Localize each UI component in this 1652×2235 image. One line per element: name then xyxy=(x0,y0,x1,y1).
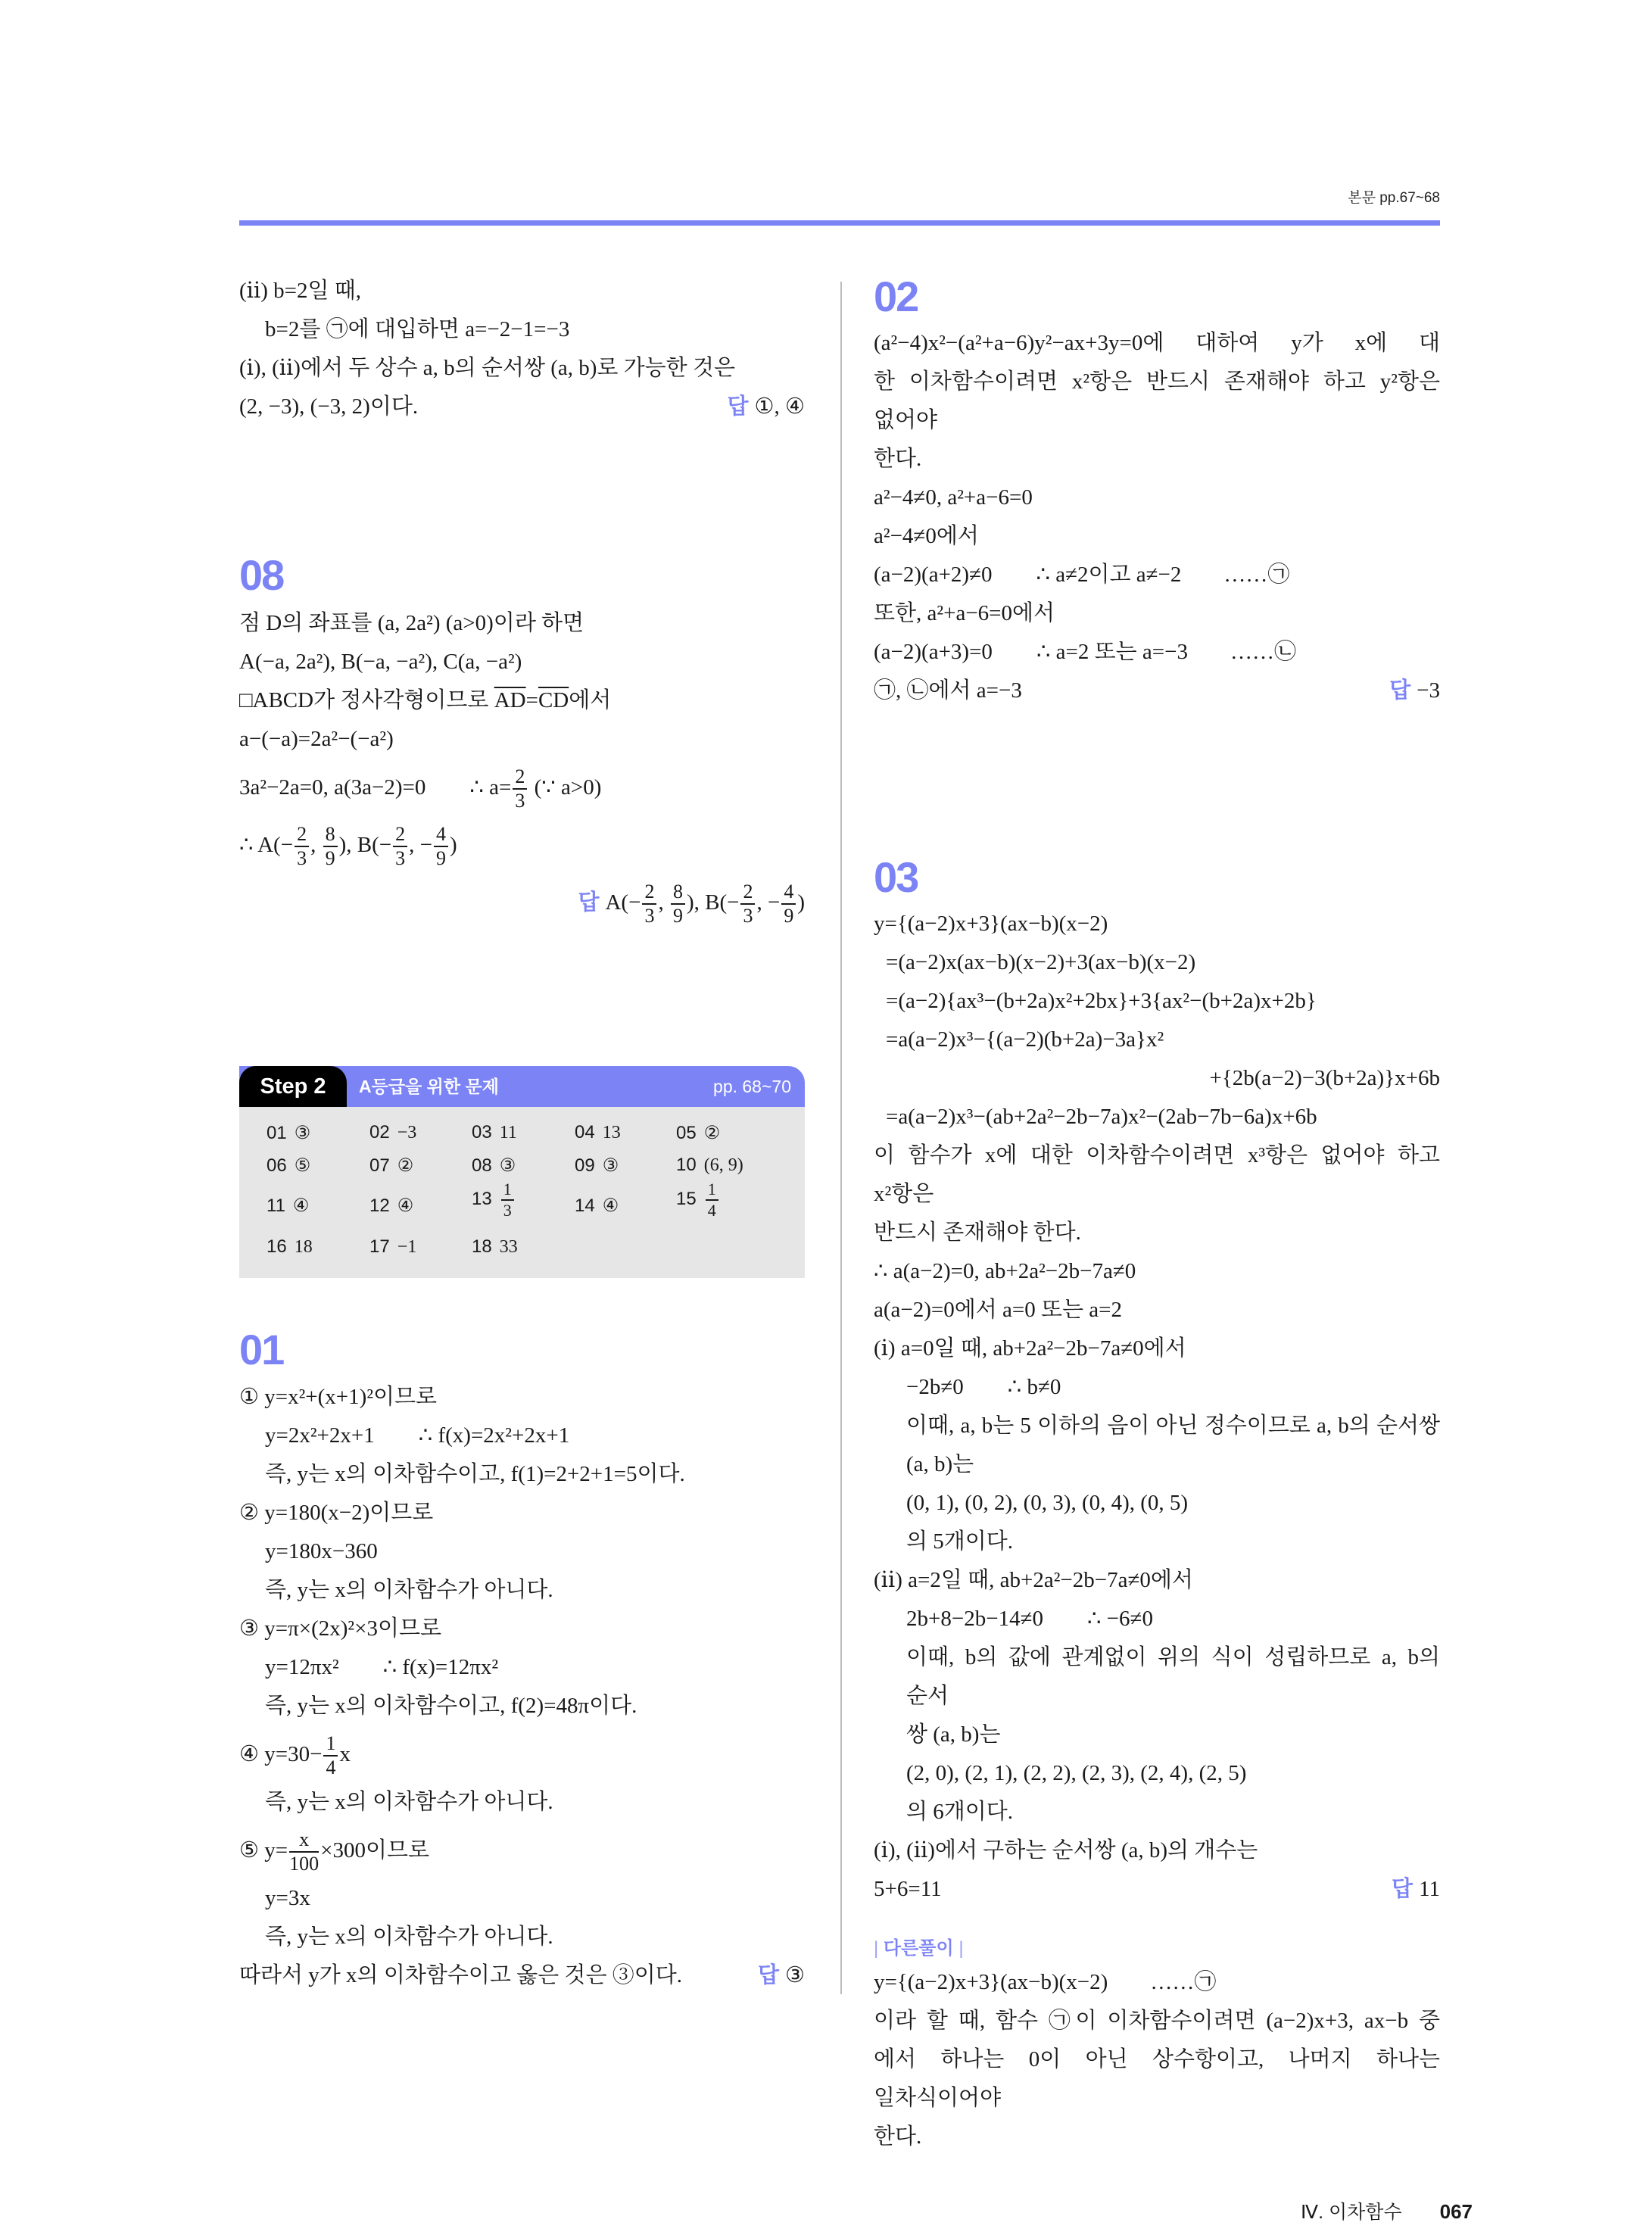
line-text: 의 6개이다. xyxy=(906,1800,1014,1824)
answer-number: 08 xyxy=(472,1155,492,1176)
answer xyxy=(1389,672,1440,710)
solution-line xyxy=(874,440,1440,478)
line-text: 에서 하나는 0이 아닌 상수항이고, 나머지 하나는 일차식이어야 xyxy=(874,2047,1440,2110)
line-text: 반드시 존재해야 한다. xyxy=(874,1220,1081,1245)
answer-cell xyxy=(369,1122,416,1143)
step2-answer-box xyxy=(239,1066,805,1278)
line-text: (0, 1), (0, 2), (0, 3), (0, 4), (0, 5) xyxy=(906,1491,1189,1515)
answer-number: 09 xyxy=(575,1155,595,1176)
line-text: 즉, y는 x의 이차함수가 아니다. xyxy=(265,1790,553,1814)
numerator: 2 xyxy=(295,824,309,847)
answer-number: 01 xyxy=(267,1123,287,1143)
answer-cell xyxy=(676,1122,720,1144)
answer-label: 답 xyxy=(727,394,749,419)
fraction xyxy=(323,824,338,868)
solution-line xyxy=(874,1059,1440,1098)
solution-line xyxy=(874,1600,1440,1638)
solution-line xyxy=(239,1494,805,1532)
solution-line xyxy=(874,2118,1440,2156)
answer-cell xyxy=(369,1195,413,1217)
math-text: A(− xyxy=(605,890,641,915)
line-text: 이때, a, b는 5 이하의 음이 아닌 정수이므로 a, b의 순서쌍 xyxy=(906,1414,1440,1438)
solution-line xyxy=(874,1368,1440,1407)
line-text: a²−4≠0, a²+a−6=0 xyxy=(874,485,1033,510)
answer-number: 02 xyxy=(369,1122,390,1142)
solution-line xyxy=(239,681,805,720)
math-text: , xyxy=(658,890,669,915)
line-text: 쌍 (a, b)는 xyxy=(906,1722,1001,1747)
answer-value: ② xyxy=(703,1124,721,1143)
solution-02 xyxy=(874,324,1440,710)
math-text: ∴ f(x)=2x²+2x+1 xyxy=(418,1423,570,1448)
numerator: 1 xyxy=(501,1181,514,1201)
line-text: 한다. xyxy=(874,2124,922,2149)
solution-line xyxy=(239,874,805,931)
answer-value: ② xyxy=(397,1156,414,1176)
prev-solution-continued xyxy=(239,272,805,426)
solution-line xyxy=(874,1214,1440,1252)
line-text: y=180x−360 xyxy=(265,1539,378,1563)
line-text: 즉, y는 x의 이차함수이고, f(2)=48π이다. xyxy=(265,1694,637,1718)
answer-cell xyxy=(472,1181,516,1219)
answer-cell xyxy=(676,1155,743,1176)
label-bar: | xyxy=(958,1938,964,1959)
solution-line xyxy=(239,310,805,349)
denominator: 9 xyxy=(672,905,683,927)
solution-line xyxy=(874,1098,1440,1136)
answer-value: ④ xyxy=(292,1196,310,1216)
answer-value: ⑤ xyxy=(294,1156,311,1176)
math-text: ④ y=30− xyxy=(239,1742,323,1766)
solution-line xyxy=(874,1831,1440,1870)
equation-marker: ……㉠ xyxy=(1223,563,1290,587)
solution-line xyxy=(874,1252,1440,1291)
line-text: (a²−4)x²−(a²+a−6)y²−ax+3y=0에 대하여 y가 x에 대 xyxy=(874,331,1440,355)
question-number-02: 02 xyxy=(874,273,918,320)
fraction xyxy=(289,1830,319,1874)
math-text: = xyxy=(525,688,538,712)
answer-value: ③ xyxy=(602,1156,619,1176)
line-text: a−(−a)=2a²−(−a²) xyxy=(239,727,394,751)
answer-value: 13 xyxy=(602,1123,621,1142)
answer-value: ①, ④ xyxy=(754,394,805,419)
question-number-08: 08 xyxy=(239,551,284,599)
solution-line xyxy=(874,556,1440,594)
denominator: 9 xyxy=(435,847,446,870)
line-text: (ⅰ) a=0일 때, ab+2a²−2b−7a≠0에서 xyxy=(874,1336,1186,1361)
answer-cell xyxy=(369,1155,413,1177)
numerator: x xyxy=(289,1830,319,1853)
math-text: ) xyxy=(797,890,805,915)
line-text: A(−a, 2a²), B(−a, −a²), C(a, −a²) xyxy=(239,650,522,674)
fraction xyxy=(323,1734,338,1778)
math-text: ), B(− xyxy=(686,890,740,915)
fraction xyxy=(513,767,527,811)
answer-number: 06 xyxy=(267,1155,287,1176)
solution-line xyxy=(874,1329,1440,1368)
numerator: 2 xyxy=(740,882,755,905)
answer-cell xyxy=(267,1122,310,1144)
math-text: ) xyxy=(449,833,457,857)
math-text: 3a²−2a=0, a(3a−2)=0 xyxy=(239,775,426,800)
solution-line xyxy=(874,982,1440,1021)
solution-line xyxy=(874,594,1440,633)
fraction xyxy=(295,824,309,868)
answer-cell xyxy=(472,1236,518,1258)
answer-cell xyxy=(472,1122,517,1143)
answer-number: 15 xyxy=(676,1188,697,1209)
answer-number: 16 xyxy=(267,1236,287,1257)
solution-line xyxy=(874,1716,1440,1754)
overline-segment: $\overline{AD}$ xyxy=(494,688,526,712)
solution-line xyxy=(239,272,805,310)
answer-value: ③ xyxy=(499,1156,516,1176)
line-text: ② y=180(x−2)이므로 xyxy=(239,1501,434,1525)
page-reference: 본문 pp.67~68 xyxy=(1348,190,1440,206)
footer-chapter: Ⅳ. 이차함수 xyxy=(1301,2202,1402,2223)
numerator: 8 xyxy=(323,824,338,847)
line-text: 따라서 y가 x의 이차함수이고 옳은 것은 ③이다. xyxy=(239,1963,682,1987)
solution-01 xyxy=(239,1378,805,1995)
line-text: b=2를 ㉠에 대입하면 a=−2−1=−3 xyxy=(265,317,570,341)
line-text: 또한, a²+a−6=0에서 xyxy=(874,601,1055,625)
math-text: ∴ −6≠0 xyxy=(1086,1607,1153,1631)
line-text: 의 5개이다. xyxy=(906,1529,1014,1554)
solution-line xyxy=(874,1484,1440,1523)
line-text: ① y=x²+(x+1)²이므로 xyxy=(239,1385,438,1409)
denominator: 9 xyxy=(784,905,794,927)
fraction xyxy=(501,1181,514,1219)
solution-line xyxy=(239,1455,805,1494)
answer-value: ④ xyxy=(397,1196,414,1216)
answer-number: 07 xyxy=(369,1155,390,1176)
solution-line xyxy=(874,1561,1440,1600)
label-bar: | xyxy=(874,1938,879,1959)
solution-line xyxy=(874,1021,1440,1059)
solution-line xyxy=(239,1532,805,1571)
fraction xyxy=(671,882,685,926)
fraction xyxy=(393,824,407,868)
line-text: 한 이차함수이려면 x²항은 반드시 존재해야 하고 y²항은 없어야 xyxy=(874,369,1440,432)
solution-line xyxy=(874,905,1440,943)
solution-line xyxy=(874,633,1440,672)
answer-value: 11 xyxy=(499,1123,517,1142)
line-text: +{2b(a−2)−3(b+2a)}x+6b xyxy=(1209,1066,1440,1090)
solution-line xyxy=(874,672,1440,710)
equation-marker: ……㉠ xyxy=(1150,1970,1217,1994)
answer-value: (6, 9) xyxy=(703,1155,743,1175)
numerator: 2 xyxy=(393,824,407,847)
solution-line xyxy=(239,720,805,759)
line-text: y=3x xyxy=(265,1886,310,1910)
line-text: y={(a−2)x+3}(ax−b)(x−2) xyxy=(874,912,1108,936)
solution-line xyxy=(239,1378,805,1417)
solution-line xyxy=(874,1870,1440,1909)
numerator: 4 xyxy=(434,824,448,847)
solution-line xyxy=(874,1136,1440,1214)
solution-line xyxy=(874,363,1440,440)
solution-line xyxy=(239,349,805,388)
math-text: ), B(− xyxy=(338,833,392,857)
answer xyxy=(1392,1870,1440,1909)
line-text: =(a−2)x(ax−b)(x−2)+3(ax−b)(x−2) xyxy=(886,950,1196,974)
answer-cell xyxy=(575,1195,619,1217)
math-text: y=12πx² xyxy=(265,1655,339,1679)
line-text: 한다. xyxy=(874,447,922,471)
line-text: (ⅱ) a=2일 때, ab+2a²−2b−7a≠0에서 xyxy=(874,1568,1193,1592)
step-tab: Step 2 xyxy=(239,1066,347,1107)
denominator: 3 xyxy=(503,1201,512,1220)
answer-value: ③ xyxy=(785,1963,805,1987)
math-text: , − xyxy=(756,890,781,915)
solution-line xyxy=(874,324,1440,363)
answer-number: 11 xyxy=(267,1195,285,1216)
answer-label: 답 xyxy=(1389,678,1411,703)
line-text: ∴ a(a−2)=0, ab+2a²−2b−7a≠0 xyxy=(874,1259,1136,1283)
answer-value: ④ xyxy=(602,1196,619,1216)
answer-cell xyxy=(267,1155,310,1177)
line-text: (2, −3), (−3, 2)이다. xyxy=(239,394,419,419)
solution-line xyxy=(874,1638,1440,1716)
denominator: 3 xyxy=(297,847,307,870)
header-rule xyxy=(239,220,1440,226)
line-text: 즉, y는 x의 이차함수이고, f(1)=2+2+1=5이다. xyxy=(265,1462,685,1486)
line-text: a(a−2)=0에서 a=0 또는 a=2 xyxy=(874,1298,1123,1322)
math-text: (a−2)(a+2)≠0 xyxy=(874,563,993,587)
math-text: ∴ a≠2이고 a≠−2 xyxy=(1036,563,1182,587)
answer-number: 04 xyxy=(575,1122,595,1142)
answer-cell xyxy=(575,1122,621,1143)
step-title: A등급을 위한 문제 xyxy=(359,1077,499,1096)
solution-line xyxy=(874,1291,1440,1329)
solution-line xyxy=(874,1407,1440,1445)
math-text: −2b≠0 xyxy=(906,1375,964,1399)
line-text: 즉, y는 x의 이차함수가 아니다. xyxy=(265,1578,553,1602)
math-text: ×300이므로 xyxy=(320,1838,430,1862)
math-text: , xyxy=(310,833,322,857)
denominator: 3 xyxy=(743,905,753,927)
answer-cell xyxy=(369,1236,416,1258)
solution-line xyxy=(239,643,805,681)
solution-line xyxy=(239,1783,805,1822)
solution-line xyxy=(239,1648,805,1687)
solution-line xyxy=(239,1571,805,1610)
solution-line xyxy=(874,943,1440,982)
answer-cell xyxy=(472,1155,516,1177)
solution-line xyxy=(239,388,805,426)
math-text: y=2x²+2x+1 xyxy=(265,1423,375,1448)
answer xyxy=(727,388,805,426)
math-text: , − xyxy=(409,833,432,857)
denominator: 4 xyxy=(707,1201,716,1220)
denominator: 3 xyxy=(515,790,525,812)
line-text: 이 함수가 x에 대한 이차함수이려면 x³항은 없어야 하고 x²항은 xyxy=(874,1143,1440,1206)
line-text: ③ y=π×(2x)²×3이므로 xyxy=(239,1616,442,1641)
page-footer xyxy=(874,2197,1473,2224)
answer-number: 10 xyxy=(676,1155,697,1175)
solution-line xyxy=(239,1918,805,1956)
answer-number: 18 xyxy=(472,1236,492,1257)
math-text: (∵ a>0) xyxy=(528,775,602,800)
line-text: (ⅰ), (ⅱ)에서 두 상수 a, b의 순서쌍 (a, b)로 가능한 것은 xyxy=(239,356,735,380)
answer-number: 05 xyxy=(676,1123,697,1143)
answer-number: 14 xyxy=(575,1195,595,1216)
denominator: 4 xyxy=(326,1757,336,1779)
solution-line xyxy=(874,1793,1440,1831)
solution-line xyxy=(239,1687,805,1725)
math-text: 에서 xyxy=(569,688,612,712)
answer-cell xyxy=(575,1155,619,1177)
math-text: 2b+8−2b−14≠0 xyxy=(906,1607,1043,1631)
solution-08 xyxy=(239,604,805,931)
solution-line xyxy=(239,1610,805,1648)
math-text: ∴ A(− xyxy=(239,833,294,857)
page-number: 067 xyxy=(1439,2200,1473,2223)
solution-line xyxy=(874,1523,1440,1561)
line-text: (ⅰ), (ⅱ)에서 구하는 순서쌍 (a, b)의 개수는 xyxy=(874,1838,1258,1862)
math-text: (a−2)(a+3)=0 xyxy=(874,640,993,664)
step-pages: pp. 68~70 xyxy=(713,1077,791,1096)
answer-cell xyxy=(676,1181,720,1219)
overline-segment: $\overline{CD}$ xyxy=(538,688,569,712)
solution-line xyxy=(874,478,1440,517)
line-text: (2, 0), (2, 1), (2, 2), (2, 3), (2, 4), (2, 5) xyxy=(906,1761,1247,1785)
solution-line xyxy=(239,1822,805,1879)
answer-value: −3 xyxy=(1417,678,1440,703)
solution-line xyxy=(239,1879,805,1918)
equation-marker: ……㉡ xyxy=(1230,640,1296,664)
numerator: 4 xyxy=(781,882,796,905)
answer xyxy=(758,1956,805,1995)
answer-value: 11 xyxy=(1419,1877,1440,1901)
line-text: 5+6=11 xyxy=(874,1877,942,1901)
question-number-03: 03 xyxy=(874,853,918,901)
math-text: □ABCD가 정사각형이므로 xyxy=(239,688,494,712)
right-column xyxy=(874,270,1473,2224)
math-text: x xyxy=(339,1742,351,1766)
answer-number: 17 xyxy=(369,1236,390,1257)
answer-value: −3 xyxy=(397,1123,417,1142)
solution-03 xyxy=(874,905,1440,1909)
line-text: =a(a−2)x³−(ab+2a²−2b−7a)x²−(2ab−7b−6a)x+6b xyxy=(886,1105,1317,1129)
fraction xyxy=(642,882,656,926)
denominator: 100 xyxy=(289,1853,319,1875)
fraction xyxy=(434,824,448,868)
math-text: ∴ f(x)=12πx² xyxy=(382,1655,499,1679)
numerator: 2 xyxy=(642,882,656,905)
fraction xyxy=(781,882,796,926)
line-text: 즉, y는 x의 이차함수가 아니다. xyxy=(265,1925,553,1949)
solution-line xyxy=(239,1725,805,1783)
line-text: =a(a−2)x³−{(a−2)(b+2a)−3a}x² xyxy=(886,1027,1164,1052)
fraction xyxy=(740,882,755,926)
answer-value: 33 xyxy=(499,1237,518,1257)
answer-label: 답 xyxy=(757,1963,779,1987)
fraction xyxy=(706,1181,718,1219)
line-text: ㉠, ㉡에서 a=−3 xyxy=(874,678,1022,703)
math-text: ∴ a=2 또는 a=−3 xyxy=(1036,640,1188,664)
alternative-solution-title: 다른풀이 xyxy=(883,1938,954,1959)
line-text: (ⅱ) b=2일 때, xyxy=(239,279,361,303)
solution-line xyxy=(239,1417,805,1455)
step-header xyxy=(239,1066,805,1107)
solution-line xyxy=(874,517,1440,556)
alternative-solution xyxy=(874,1963,1440,2156)
line-text: y={(a−2)x+3}(ax−b)(x−2) xyxy=(874,1970,1108,1994)
denominator: 9 xyxy=(325,847,335,870)
math-text: ⑤ y= xyxy=(239,1838,288,1862)
solution-line xyxy=(239,1956,805,1995)
answer-value: ③ xyxy=(294,1124,311,1143)
alternative-solution-label xyxy=(874,1934,1440,1963)
answer-cell xyxy=(267,1195,309,1217)
answer-number: 12 xyxy=(369,1195,390,1216)
answer-number: 13 xyxy=(472,1188,492,1209)
denominator: 3 xyxy=(395,847,406,870)
line-text: 이때, b의 값에 관계없이 위의 식이 성립하므로 a, b의 순서 xyxy=(906,1645,1440,1708)
answer-number: 03 xyxy=(472,1122,492,1142)
numerator: 8 xyxy=(671,882,685,905)
numerator: 1 xyxy=(706,1181,718,1201)
answer-value: −1 xyxy=(397,1237,417,1257)
answer-label: 답 xyxy=(578,890,600,915)
solution-line xyxy=(874,1445,1440,1484)
solution-line xyxy=(874,2040,1440,2118)
answer-grid xyxy=(239,1107,805,1278)
question-number-01: 01 xyxy=(239,1326,284,1373)
solution-line xyxy=(874,1754,1440,1793)
answer-value: 18 xyxy=(294,1237,313,1257)
numerator: 1 xyxy=(323,1734,338,1757)
line-text: (a, b)는 xyxy=(906,1452,974,1476)
numerator: 2 xyxy=(513,767,527,790)
column-divider xyxy=(840,282,842,1994)
answer-cell xyxy=(267,1236,313,1258)
solution-line xyxy=(239,816,805,874)
line-text: 점 D의 좌표를 (a, 2a²) (a>0)이라 하면 xyxy=(239,611,584,635)
answer-label: 답 xyxy=(1392,1877,1414,1901)
solution-line xyxy=(239,759,805,816)
line-text: a²−4≠0에서 xyxy=(874,524,979,548)
math-text: ∴ b≠0 xyxy=(1007,1375,1061,1399)
solution-line xyxy=(874,2002,1440,2040)
math-text: ∴ a= xyxy=(469,775,512,800)
line-text: 이라 할 때, 함수 ㉠이 이차함수이려면 (a−2)x+3, ax−b 중 xyxy=(874,2009,1440,2033)
solution-line xyxy=(239,604,805,643)
denominator: 3 xyxy=(644,905,655,927)
line-text: =(a−2){ax³−(b+2a)x²+2bx}+3{ax²−(b+2a)x+2b} xyxy=(886,989,1317,1013)
left-column xyxy=(239,272,805,1995)
solution-line xyxy=(874,1963,1440,2002)
